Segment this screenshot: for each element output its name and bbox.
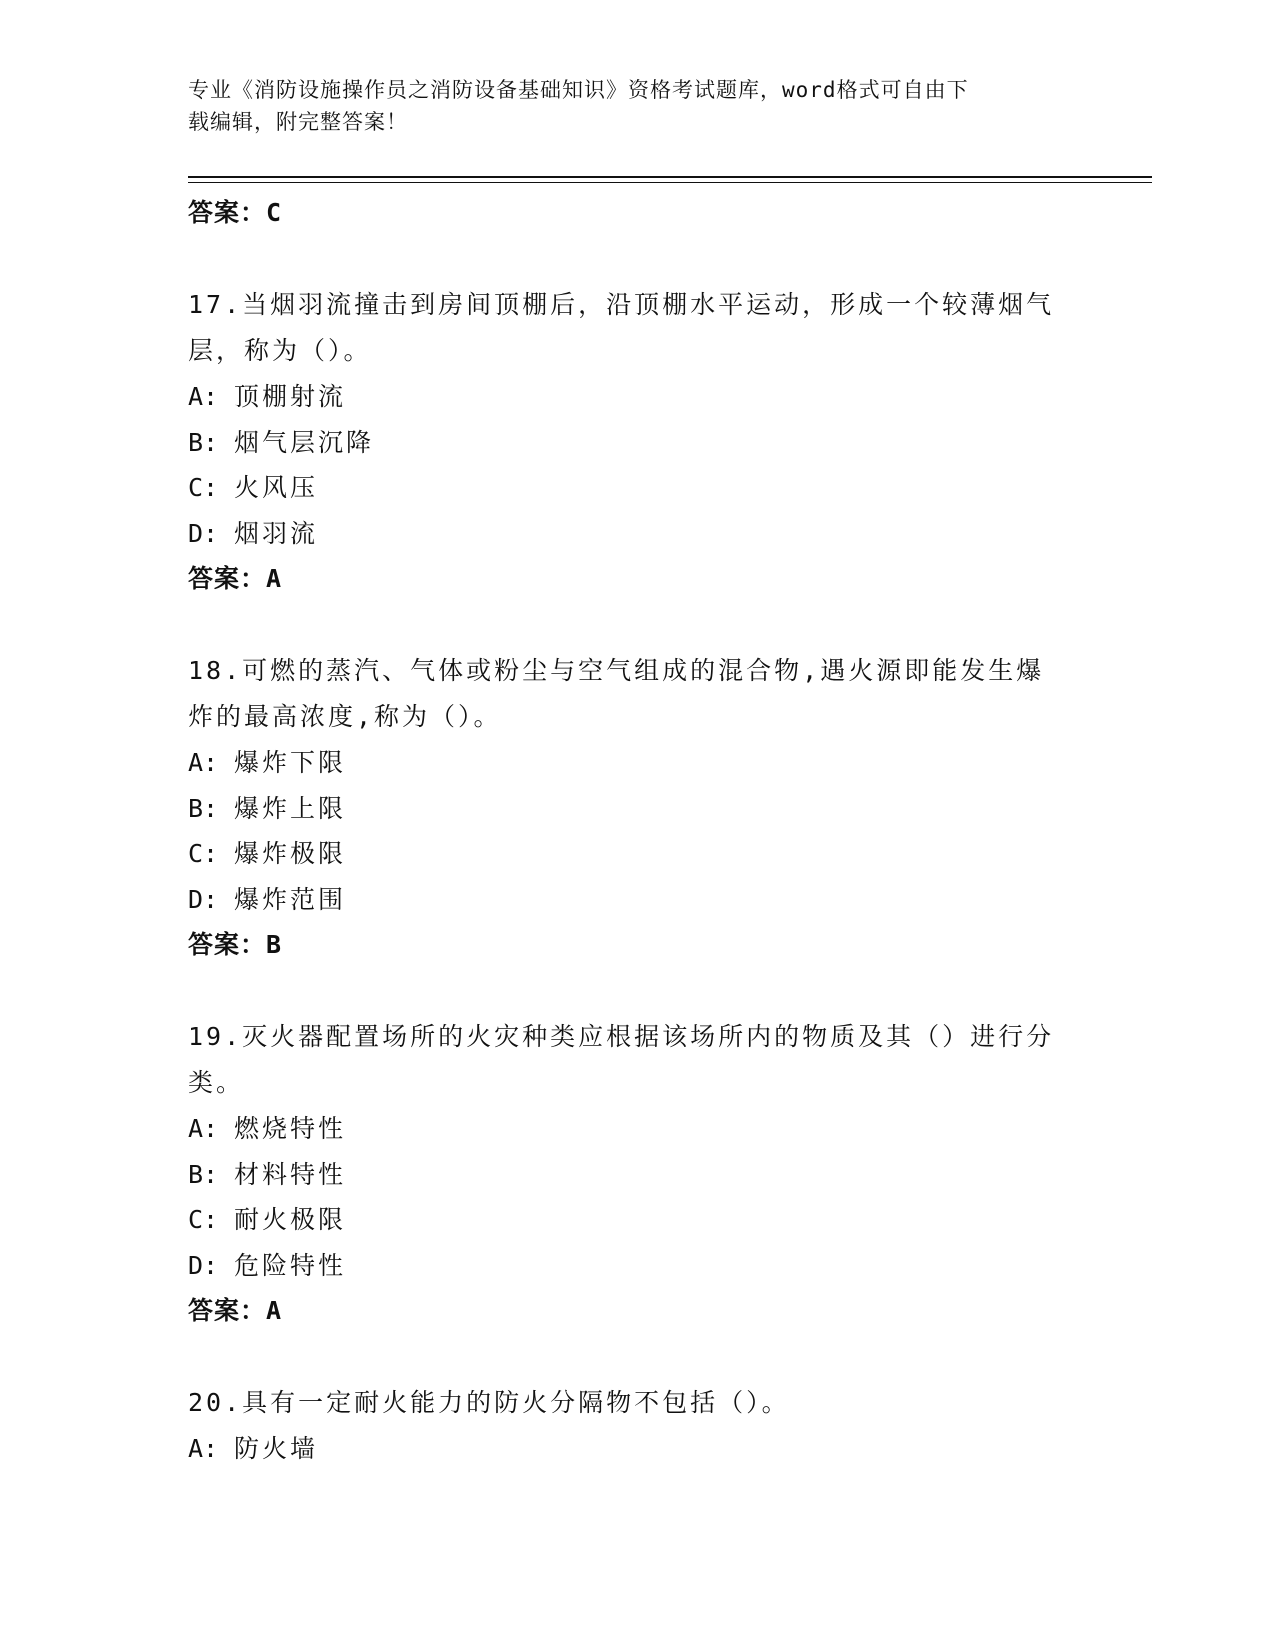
header-line-2: 载编辑，附完整答案！ — [188, 110, 408, 134]
option-letter: A: — [188, 748, 219, 777]
question-stem-line: 炸的最高浓度,称为（）。 — [188, 702, 502, 731]
option-b — [188, 1152, 1088, 1198]
option-text: 耐火极限 — [234, 1205, 347, 1234]
answer-line: 答案：A — [188, 564, 283, 593]
question-stem-line: 18.可燃的蒸汽、气体或粉尘与空气组成的混合物,遇火源即能发生爆 — [188, 656, 1045, 685]
option-a — [188, 374, 1088, 420]
header-rule-thin — [188, 182, 1152, 183]
answer-line: 答案：B — [188, 930, 283, 959]
option-text: 爆炸上限 — [234, 793, 347, 823]
option-text: 燃烧特性 — [234, 1114, 347, 1143]
option-text: 烟气层沉降 — [234, 427, 375, 457]
question-stem-line: 17.当烟羽流撞击到房间顶棚后，沿顶棚水平运动，形成一个较薄烟气 — [188, 290, 1055, 319]
option-letter: A: — [188, 382, 219, 411]
header-line-1: 专业《消防设施操作员之消防设备基础知识》资格考试题库，word格式可自由下 — [188, 78, 969, 102]
option-text: 顶棚射流 — [234, 382, 347, 411]
question-stem-line: 层，称为（）。 — [188, 336, 372, 365]
question-18 — [188, 648, 1088, 968]
option-letter: A: — [188, 1114, 219, 1143]
option-a — [188, 1426, 1088, 1472]
question-20 — [188, 1380, 1088, 1472]
option-text: 防火墙 — [234, 1434, 319, 1463]
question-stem-line: 20.具有一定耐火能力的防火分隔物不包括（）。 — [188, 1388, 790, 1417]
option-b — [188, 786, 1088, 832]
option-letter: B: — [188, 793, 219, 823]
question-stem-line: 类。 — [188, 1068, 245, 1097]
option-letter: D: — [188, 518, 219, 548]
option-letter: C: — [188, 839, 219, 868]
option-c — [188, 831, 1088, 877]
question-stem-line: 19.灭火器配置场所的火灾种类应根据该场所内的物质及其（）进行分 — [188, 1022, 1055, 1051]
option-text: 爆炸范围 — [234, 884, 347, 914]
option-d — [188, 877, 1088, 923]
previous-answer: 答案：C — [188, 198, 283, 227]
option-text: 材料特性 — [234, 1159, 347, 1189]
option-letter: D: — [188, 1250, 219, 1280]
option-text: 烟羽流 — [234, 518, 319, 548]
option-letter: C: — [188, 1205, 219, 1234]
option-letter: A: — [188, 1434, 219, 1463]
option-letter: C: — [188, 473, 219, 502]
option-c — [188, 465, 1088, 511]
option-a — [188, 740, 1088, 786]
option-letter: B: — [188, 1159, 219, 1189]
question-list — [188, 190, 1088, 1472]
option-letter: B: — [188, 427, 219, 457]
option-d — [188, 1243, 1088, 1289]
answer-line: 答案：A — [188, 1296, 283, 1325]
question-17 — [188, 282, 1088, 602]
option-text: 爆炸下限 — [234, 748, 347, 777]
option-d — [188, 511, 1088, 557]
page-header — [188, 74, 1068, 138]
option-text: 火风压 — [234, 473, 319, 502]
option-b — [188, 420, 1088, 466]
option-a — [188, 1106, 1088, 1152]
option-text: 危险特性 — [234, 1250, 347, 1280]
question-19 — [188, 1014, 1088, 1334]
option-text: 爆炸极限 — [234, 839, 347, 868]
header-rule-thick — [188, 176, 1152, 178]
option-c — [188, 1197, 1088, 1243]
option-letter: D: — [188, 884, 219, 914]
